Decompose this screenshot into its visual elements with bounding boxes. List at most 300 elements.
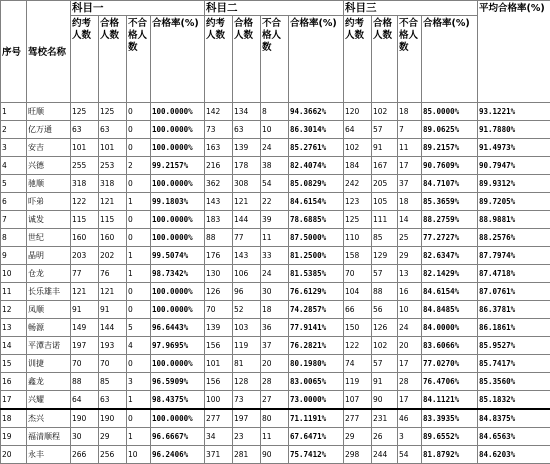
cell-s1-passed: 63: [99, 391, 127, 410]
table-row: [1, 121, 550, 139]
cell-s2-passed: 106: [233, 265, 261, 283]
cell-s3-failed: 20: [398, 337, 422, 355]
cell-s2-failed: 20: [261, 355, 289, 373]
header-s3-rate: 合格率(%): [422, 16, 478, 103]
table-row: [1, 157, 550, 175]
cell-s1-rate: 96.2406%: [151, 446, 205, 464]
cell-avg-rate: 86.1861%: [478, 319, 550, 337]
cell-s1-failed: 0: [127, 139, 151, 157]
header-s1-rate: 合格率(%): [151, 16, 205, 103]
table-row: [1, 265, 550, 283]
cell-s1-appointed: 255: [71, 157, 99, 175]
cell-avg-rate: 87.0761%: [478, 283, 550, 301]
cell-s2-rate: 84.6154%: [289, 193, 344, 211]
table-row: [1, 193, 550, 211]
cell-s2-rate: 75.7412%: [289, 446, 344, 464]
cell-school: 福清顺程: [27, 428, 71, 446]
cell-s2-rate: 76.2821%: [289, 337, 344, 355]
cell-s2-rate: 94.3662%: [289, 103, 344, 121]
cell-s3-passed: 102: [372, 337, 398, 355]
cell-s3-rate: 84.0000%: [422, 319, 478, 337]
cell-s1-rate: 100.0000%: [151, 283, 205, 301]
cell-avg-rate: 87.7974%: [478, 247, 550, 265]
cell-s2-failed: 11: [261, 428, 289, 446]
cell-school: 兴耀: [27, 391, 71, 410]
cell-s1-rate: 100.0000%: [151, 103, 205, 121]
cell-avg-rate: 91.7880%: [478, 121, 550, 139]
cell-s2-passed: 96: [233, 283, 261, 301]
cell-s2-appointed: 139: [205, 319, 233, 337]
cell-seq: 8: [1, 229, 27, 247]
cell-s2-passed: 134: [233, 103, 261, 121]
cell-s1-appointed: 64: [71, 391, 99, 410]
table-body: [1, 103, 550, 464]
header-subject2: 科目二: [205, 1, 344, 16]
cell-s3-appointed: 110: [344, 229, 372, 247]
cell-s2-passed: 52: [233, 301, 261, 319]
cell-s3-failed: 25: [398, 229, 422, 247]
cell-s2-failed: 37: [261, 337, 289, 355]
cell-s1-failed: 0: [127, 175, 151, 193]
cell-s1-appointed: 266: [71, 446, 99, 464]
cell-s1-passed: 29: [99, 428, 127, 446]
cell-s1-passed: 85: [99, 373, 127, 391]
cell-s3-passed: 102: [372, 103, 398, 121]
table-row: [1, 229, 550, 247]
table-row: [1, 139, 550, 157]
cell-seq: 1: [1, 103, 27, 121]
cell-avg-rate: 85.1832%: [478, 391, 550, 410]
cell-s1-rate: 99.1803%: [151, 193, 205, 211]
cell-s3-failed: 54: [398, 446, 422, 464]
cell-avg-rate: 87.4718%: [478, 265, 550, 283]
cell-s3-failed: 10: [398, 301, 422, 319]
cell-s2-failed: 90: [261, 446, 289, 464]
cell-s3-passed: 26: [372, 428, 398, 446]
table-row: [1, 446, 550, 464]
cell-seq: 3: [1, 139, 27, 157]
cell-s1-rate: 100.0000%: [151, 229, 205, 247]
cell-avg-rate: 85.3560%: [478, 373, 550, 391]
cell-s3-appointed: 107: [344, 391, 372, 410]
table-row: [1, 319, 550, 337]
cell-s2-rate: 82.4074%: [289, 157, 344, 175]
cell-school: 凤顺: [27, 301, 71, 319]
cell-s1-rate: 97.9695%: [151, 337, 205, 355]
cell-s2-appointed: 143: [205, 193, 233, 211]
cell-s3-failed: 17: [398, 355, 422, 373]
header-s2-passed: 合格人数: [233, 16, 261, 103]
table-row: [1, 301, 550, 319]
cell-s1-passed: 91: [99, 301, 127, 319]
cell-s1-failed: 1: [127, 193, 151, 211]
cell-s2-passed: 139: [233, 139, 261, 157]
header-seq: 序号: [1, 1, 27, 103]
cell-s2-failed: 54: [261, 175, 289, 193]
cell-s3-rate: 77.0270%: [422, 355, 478, 373]
cell-s2-failed: 24: [261, 139, 289, 157]
cell-s3-appointed: 123: [344, 193, 372, 211]
cell-seq: 9: [1, 247, 27, 265]
cell-s1-failed: 0: [127, 301, 151, 319]
cell-s2-failed: 8: [261, 103, 289, 121]
cell-seq: 15: [1, 355, 27, 373]
cell-school: 永丰: [27, 446, 71, 464]
cell-s1-failed: 0: [127, 283, 151, 301]
header-s2-failed: 不合格人数: [261, 16, 289, 103]
cell-s3-passed: 129: [372, 247, 398, 265]
cell-s3-appointed: 66: [344, 301, 372, 319]
cell-s3-failed: 7: [398, 121, 422, 139]
cell-s3-rate: 89.0625%: [422, 121, 478, 139]
cell-s1-passed: 70: [99, 355, 127, 373]
header-s2-rate: 合格率(%): [289, 16, 344, 103]
cell-s2-rate: 87.5000%: [289, 229, 344, 247]
table-row: [1, 247, 550, 265]
cell-s1-appointed: 91: [71, 301, 99, 319]
cell-s1-failed: 0: [127, 409, 151, 428]
cell-s1-failed: 4: [127, 337, 151, 355]
cell-s2-rate: 83.0065%: [289, 373, 344, 391]
cell-s2-passed: 73: [233, 391, 261, 410]
cell-s2-failed: 18: [261, 301, 289, 319]
cell-s3-rate: 90.7609%: [422, 157, 478, 175]
header-s2-appointed: 约考人数: [205, 16, 233, 103]
cell-s2-appointed: 34: [205, 428, 233, 446]
cell-s1-failed: 1: [127, 265, 151, 283]
cell-s1-failed: 3: [127, 373, 151, 391]
cell-s2-passed: 143: [233, 247, 261, 265]
cell-avg-rate: 91.4973%: [478, 139, 550, 157]
cell-s2-appointed: 100: [205, 391, 233, 410]
header-subject3: 科目三: [344, 1, 478, 16]
cell-s3-failed: 24: [398, 319, 422, 337]
cell-school: 仓龙: [27, 265, 71, 283]
cell-s3-passed: 88: [372, 283, 398, 301]
cell-s2-appointed: 70: [205, 301, 233, 319]
cell-s1-rate: 100.0000%: [151, 139, 205, 157]
cell-s2-appointed: 156: [205, 337, 233, 355]
cell-s3-appointed: 70: [344, 265, 372, 283]
cell-school: 驰顺: [27, 175, 71, 193]
cell-s3-passed: 90: [372, 391, 398, 410]
cell-s3-passed: 105: [372, 193, 398, 211]
cell-s2-rate: 74.2857%: [289, 301, 344, 319]
cell-s3-failed: 11: [398, 139, 422, 157]
cell-s2-failed: 38: [261, 157, 289, 175]
cell-s2-appointed: 101: [205, 355, 233, 373]
cell-s1-failed: 10: [127, 446, 151, 464]
cell-school: 训捷: [27, 355, 71, 373]
header-s3-appointed: 约考人数: [344, 16, 372, 103]
cell-s1-passed: 318: [99, 175, 127, 193]
cell-s3-passed: 85: [372, 229, 398, 247]
cell-s2-passed: 63: [233, 121, 261, 139]
cell-s3-appointed: 74: [344, 355, 372, 373]
cell-s1-rate: 100.0000%: [151, 301, 205, 319]
cell-s2-appointed: 126: [205, 283, 233, 301]
cell-s1-rate: 100.0000%: [151, 175, 205, 193]
cell-s3-failed: 3: [398, 428, 422, 446]
cell-s1-failed: 1: [127, 428, 151, 446]
cell-seq: 5: [1, 175, 27, 193]
cell-s1-passed: 121: [99, 283, 127, 301]
cell-s1-passed: 121: [99, 193, 127, 211]
cell-school: 安吉: [27, 139, 71, 157]
cell-s1-rate: 100.0000%: [151, 355, 205, 373]
cell-s1-failed: 0: [127, 229, 151, 247]
cell-s3-appointed: 120: [344, 103, 372, 121]
cell-avg-rate: 89.7205%: [478, 193, 550, 211]
cell-seq: 14: [1, 337, 27, 355]
cell-s3-passed: 57: [372, 265, 398, 283]
cell-s1-appointed: 122: [71, 193, 99, 211]
cell-s2-appointed: 88: [205, 229, 233, 247]
cell-s2-passed: 128: [233, 373, 261, 391]
cell-s3-rate: 83.6066%: [422, 337, 478, 355]
cell-s2-rate: 81.2500%: [289, 247, 344, 265]
cell-s2-rate: 73.0000%: [289, 391, 344, 410]
cell-s3-failed: 16: [398, 283, 422, 301]
cell-s1-passed: 76: [99, 265, 127, 283]
header-s1-failed: 不合格人数: [127, 16, 151, 103]
cell-avg-rate: 93.1221%: [478, 103, 550, 121]
cell-s1-passed: 101: [99, 139, 127, 157]
cell-seq: 20: [1, 446, 27, 464]
cell-s2-rate: 85.2761%: [289, 139, 344, 157]
cell-s1-rate: 98.4375%: [151, 391, 205, 410]
cell-s3-rate: 88.2759%: [422, 211, 478, 229]
header-avg-rate: 平均合格率(%): [478, 1, 550, 103]
cell-s2-passed: 197: [233, 409, 261, 428]
cell-s1-rate: 99.5074%: [151, 247, 205, 265]
cell-seq: 18: [1, 409, 27, 428]
cell-school: 长乐雄丰: [27, 283, 71, 301]
cell-seq: 13: [1, 319, 27, 337]
cell-s1-passed: 144: [99, 319, 127, 337]
cell-school: 兴德: [27, 157, 71, 175]
cell-s1-failed: 0: [127, 121, 151, 139]
cell-avg-rate: 88.2576%: [478, 229, 550, 247]
cell-school: 晶明: [27, 247, 71, 265]
cell-s3-appointed: 29: [344, 428, 372, 446]
cell-s3-failed: 14: [398, 211, 422, 229]
cell-s2-passed: 23: [233, 428, 261, 446]
cell-s2-passed: 119: [233, 337, 261, 355]
cell-s3-failed: 46: [398, 409, 422, 428]
cell-seq: 6: [1, 193, 27, 211]
cell-s3-passed: 111: [372, 211, 398, 229]
cell-s3-passed: 91: [372, 139, 398, 157]
cell-s2-passed: 144: [233, 211, 261, 229]
cell-s3-appointed: 119: [344, 373, 372, 391]
cell-school: 杰兴: [27, 409, 71, 428]
cell-s1-appointed: 88: [71, 373, 99, 391]
cell-s1-rate: 96.5909%: [151, 373, 205, 391]
cell-avg-rate: 90.7947%: [478, 157, 550, 175]
cell-s3-passed: 244: [372, 446, 398, 464]
cell-s2-rate: 81.5385%: [289, 265, 344, 283]
table-row: [1, 391, 550, 410]
cell-s2-passed: 121: [233, 193, 261, 211]
cell-s1-appointed: 101: [71, 139, 99, 157]
cell-s3-failed: 18: [398, 193, 422, 211]
cell-s2-appointed: 216: [205, 157, 233, 175]
cell-s3-appointed: 125: [344, 211, 372, 229]
cell-s3-rate: 81.8792%: [422, 446, 478, 464]
cell-seq: 7: [1, 211, 27, 229]
table-row: [1, 355, 550, 373]
cell-s1-passed: 63: [99, 121, 127, 139]
cell-s2-passed: 81: [233, 355, 261, 373]
cell-avg-rate: 85.7417%: [478, 355, 550, 373]
cell-s2-rate: 78.6885%: [289, 211, 344, 229]
cell-s2-rate: 67.6471%: [289, 428, 344, 446]
cell-s1-failed: 1: [127, 247, 151, 265]
cell-s3-appointed: 150: [344, 319, 372, 337]
cell-s1-passed: 125: [99, 103, 127, 121]
cell-avg-rate: 84.6563%: [478, 428, 550, 446]
cell-s2-appointed: 277: [205, 409, 233, 428]
cell-s3-rate: 84.1121%: [422, 391, 478, 410]
cell-s1-passed: 193: [99, 337, 127, 355]
cell-s2-passed: 103: [233, 319, 261, 337]
cell-s1-rate: 100.0000%: [151, 211, 205, 229]
cell-s1-appointed: 149: [71, 319, 99, 337]
cell-s3-rate: 89.6552%: [422, 428, 478, 446]
table-row: [1, 428, 550, 446]
cell-s1-failed: 0: [127, 103, 151, 121]
cell-s2-rate: 71.1191%: [289, 409, 344, 428]
cell-s1-passed: 190: [99, 409, 127, 428]
cell-s1-failed: 1: [127, 391, 151, 410]
cell-avg-rate: 84.8375%: [478, 409, 550, 428]
cell-avg-rate: 88.9881%: [478, 211, 550, 229]
cell-school: 亿万通: [27, 121, 71, 139]
cell-s3-appointed: 158: [344, 247, 372, 265]
table-row: [1, 283, 550, 301]
cell-s3-failed: 17: [398, 391, 422, 410]
header-s1-appointed: 约考人数: [71, 16, 99, 103]
table-row: [1, 373, 550, 391]
cell-s1-appointed: 125: [71, 103, 99, 121]
cell-s2-appointed: 183: [205, 211, 233, 229]
cell-s2-appointed: 176: [205, 247, 233, 265]
cell-s2-rate: 80.1980%: [289, 355, 344, 373]
cell-s2-rate: 76.6129%: [289, 283, 344, 301]
cell-s3-failed: 13: [398, 265, 422, 283]
cell-s2-appointed: 130: [205, 265, 233, 283]
cell-school: 平潭吉诺: [27, 337, 71, 355]
cell-s2-appointed: 163: [205, 139, 233, 157]
cell-s1-rate: 96.6443%: [151, 319, 205, 337]
cell-s3-appointed: 242: [344, 175, 372, 193]
cell-s1-appointed: 197: [71, 337, 99, 355]
cell-s2-passed: 308: [233, 175, 261, 193]
cell-s3-appointed: 64: [344, 121, 372, 139]
cell-s1-failed: 0: [127, 211, 151, 229]
cell-s1-rate: 100.0000%: [151, 409, 205, 428]
cell-s1-failed: 0: [127, 355, 151, 373]
header-s3-passed: 合格人数: [372, 16, 398, 103]
cell-s3-rate: 84.6154%: [422, 283, 478, 301]
table-row: [1, 211, 550, 229]
cell-s2-failed: 11: [261, 229, 289, 247]
cell-s1-failed: 5: [127, 319, 151, 337]
cell-s3-failed: 18: [398, 103, 422, 121]
cell-s2-failed: 27: [261, 391, 289, 410]
cell-s1-appointed: 30: [71, 428, 99, 446]
cell-s3-rate: 89.2157%: [422, 139, 478, 157]
cell-avg-rate: 86.3781%: [478, 301, 550, 319]
cell-s3-failed: 29: [398, 247, 422, 265]
cell-s1-rate: 100.0000%: [151, 121, 205, 139]
cell-s2-failed: 24: [261, 265, 289, 283]
cell-avg-rate: 89.9312%: [478, 175, 550, 193]
cell-s3-rate: 85.3659%: [422, 193, 478, 211]
header-subject1: 科目一: [71, 1, 205, 16]
cell-s3-rate: 84.7107%: [422, 175, 478, 193]
cell-s1-appointed: 77: [71, 265, 99, 283]
cell-s2-appointed: 362: [205, 175, 233, 193]
cell-s3-failed: 37: [398, 175, 422, 193]
cell-s2-rate: 86.3014%: [289, 121, 344, 139]
cell-seq: 12: [1, 301, 27, 319]
cell-school: 鑫龙: [27, 373, 71, 391]
cell-s1-passed: 115: [99, 211, 127, 229]
cell-s1-appointed: 318: [71, 175, 99, 193]
cell-avg-rate: 84.6203%: [478, 446, 550, 464]
cell-s1-appointed: 63: [71, 121, 99, 139]
cell-s1-passed: 253: [99, 157, 127, 175]
cell-school: 旺顺: [27, 103, 71, 121]
cell-s2-appointed: 142: [205, 103, 233, 121]
cell-school: 畅源: [27, 319, 71, 337]
cell-s3-appointed: 102: [344, 139, 372, 157]
cell-s1-failed: 2: [127, 157, 151, 175]
cell-s3-appointed: 298: [344, 446, 372, 464]
cell-s3-appointed: 104: [344, 283, 372, 301]
cell-school: 世纪: [27, 229, 71, 247]
cell-s1-appointed: 121: [71, 283, 99, 301]
table-row: [1, 409, 550, 428]
cell-s1-appointed: 115: [71, 211, 99, 229]
cell-s3-appointed: 184: [344, 157, 372, 175]
cell-s3-appointed: 122: [344, 337, 372, 355]
cell-s3-passed: 126: [372, 319, 398, 337]
cell-s2-failed: 22: [261, 193, 289, 211]
cell-s1-appointed: 70: [71, 355, 99, 373]
cell-seq: 16: [1, 373, 27, 391]
cell-s1-passed: 160: [99, 229, 127, 247]
cell-s1-rate: 98.7342%: [151, 265, 205, 283]
cell-seq: 19: [1, 428, 27, 446]
cell-avg-rate: 85.9527%: [478, 337, 550, 355]
cell-s3-rate: 82.1429%: [422, 265, 478, 283]
cell-s3-passed: 231: [372, 409, 398, 428]
cell-s2-failed: 10: [261, 121, 289, 139]
cell-s1-appointed: 190: [71, 409, 99, 428]
cell-s2-passed: 77: [233, 229, 261, 247]
cell-s1-appointed: 203: [71, 247, 99, 265]
cell-s3-failed: 28: [398, 373, 422, 391]
cell-s1-appointed: 160: [71, 229, 99, 247]
cell-school: 诚发: [27, 211, 71, 229]
cell-s3-passed: 91: [372, 373, 398, 391]
cell-s2-failed: 39: [261, 211, 289, 229]
cell-s1-passed: 256: [99, 446, 127, 464]
cell-seq: 11: [1, 283, 27, 301]
